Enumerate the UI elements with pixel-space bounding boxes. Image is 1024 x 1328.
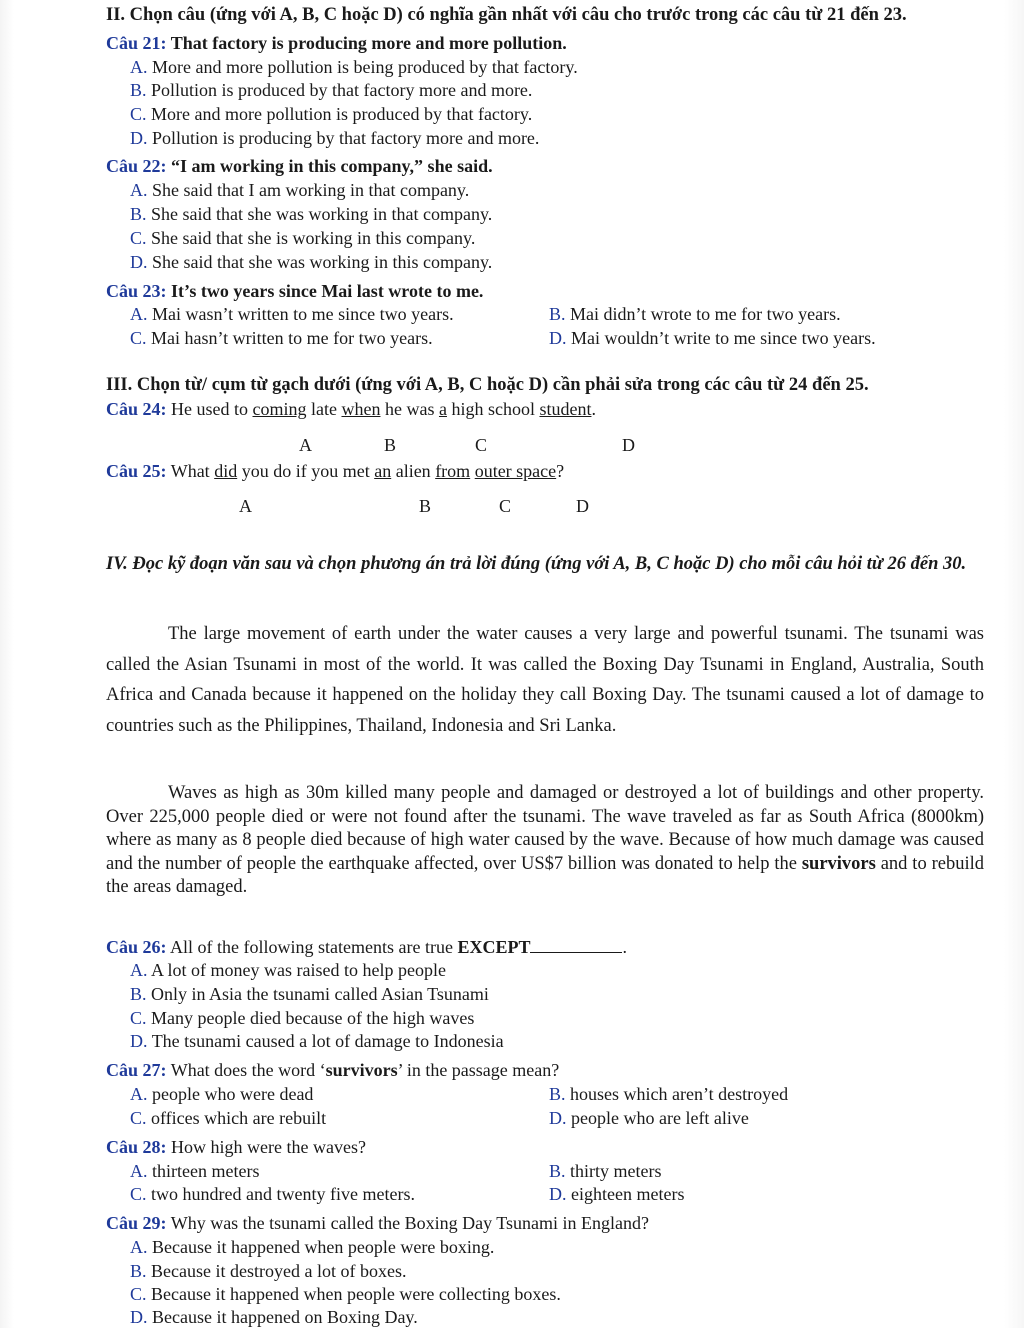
underlined-part-c: a xyxy=(438,399,447,419)
option-21-c xyxy=(130,103,532,125)
option-letter: C. xyxy=(130,1284,147,1304)
question-stem-end: . xyxy=(622,937,627,957)
underlined-part-d: student xyxy=(539,399,592,419)
question-label: Câu 28: xyxy=(106,1137,167,1157)
marker-d: D xyxy=(576,496,589,516)
option-letter: B. xyxy=(549,1161,566,1181)
option-text: A lot of money was raised to help people xyxy=(151,960,446,980)
question-label: Câu 29: xyxy=(106,1213,167,1233)
option-text: eighteen meters xyxy=(571,1184,685,1204)
sentence-part: He used to xyxy=(171,399,253,419)
option-27-a xyxy=(130,1083,313,1105)
question-label: Câu 27: xyxy=(106,1060,167,1080)
option-letter: D. xyxy=(130,128,148,148)
question-21 xyxy=(106,32,567,54)
option-letter: A. xyxy=(130,1161,148,1181)
marker-a: A xyxy=(239,496,252,516)
option-text: Because it happened when people were boxing. xyxy=(152,1237,495,1257)
option-22-c xyxy=(130,227,475,249)
option-letter: C. xyxy=(130,1184,147,1204)
marker-b: B xyxy=(384,435,397,455)
option-21-b xyxy=(130,79,532,101)
passage-text: and to rebuild the areas damaged. xyxy=(106,853,984,897)
sentence-part: you do if you met xyxy=(237,461,375,481)
underlined-part-d: outer space xyxy=(474,461,557,481)
option-letter: D. xyxy=(549,328,567,348)
option-text: Because it happened on Boxing Day. xyxy=(152,1307,418,1327)
option-letter: D. xyxy=(549,1184,567,1204)
sentence-part: What xyxy=(170,461,215,481)
sentence-part: alien xyxy=(391,461,436,481)
option-text: Because it happened when people were collecting boxes. xyxy=(151,1284,561,1304)
marker-d: D xyxy=(622,435,635,455)
option-text: She said that I am working in that company. xyxy=(152,180,470,200)
question-22 xyxy=(106,155,493,177)
question-stem: It’s two years since Mai last wrote to me. xyxy=(171,281,484,301)
question-stem-emphasis: EXCEPT xyxy=(457,937,531,957)
section-4-heading: IV. Đọc kỹ đoạn văn sau và chọn phương án trả lời đúng (ứng với A, B, C hoặc D) cho mỗi câu hỏi từ 26 đến 30. xyxy=(106,554,967,574)
option-text: She said that she was working in this company. xyxy=(152,252,493,272)
option-21-a xyxy=(130,56,578,78)
option-23-b xyxy=(549,303,841,325)
sentence-part: high school xyxy=(446,399,540,419)
option-text: Many people died because of the high waves xyxy=(151,1008,475,1028)
option-letter: C. xyxy=(130,1008,147,1028)
option-letter: B. xyxy=(549,304,566,324)
question-stem: What does the word ‘ xyxy=(170,1060,326,1080)
answer-blank xyxy=(530,938,622,953)
option-26-b xyxy=(130,983,489,1005)
option-text: More and more pollution is being produced by that factory. xyxy=(152,57,578,77)
section-3-heading: III. Chọn từ/ cụm từ gạch dưới (ứng với A, B, C hoặc D) cần phải sửa trong các câu từ 24 đến 25. xyxy=(106,375,869,395)
question-label: Câu 26: xyxy=(106,937,167,957)
underlined-part-b: an xyxy=(374,461,392,481)
option-letter: D. xyxy=(130,252,148,272)
underlined-part-c: from xyxy=(435,461,471,481)
option-letter: A. xyxy=(130,304,148,324)
underlined-part-b: when xyxy=(341,399,381,419)
option-letter: B. xyxy=(130,1261,147,1281)
question-label: Câu 22: xyxy=(106,156,167,176)
option-22-b xyxy=(130,203,492,225)
question-stem: How high were the waves? xyxy=(171,1137,366,1157)
option-23-a xyxy=(130,303,454,325)
option-text: Only in Asia the tsunami called Asian Tsunami xyxy=(151,984,489,1004)
option-29-c xyxy=(130,1283,561,1305)
option-text: offices which are rebuilt xyxy=(151,1108,327,1128)
option-29-a xyxy=(130,1236,494,1258)
option-28-c xyxy=(130,1183,415,1205)
option-26-d xyxy=(130,1030,504,1052)
option-23-c xyxy=(130,327,433,349)
passage-paragraph-1: The large movement of earth under the water causes a very large and powerful tsunami. The tsunami was called the Asian Tsunami in most of the world. It was called the Boxing Day Tsunami in England, Australia, South Africa and Canada because it happened on the holiday they call Boxing Day. The tsunami caused a lot of damage to countries such as the Philippines, Thailand, Indonesia and Sri Lanka. xyxy=(106,624,984,736)
option-text: Pollution is producing by that factory more and more. xyxy=(152,128,540,148)
option-text: houses which aren’t destroyed xyxy=(570,1084,789,1104)
option-letter: B. xyxy=(130,80,147,100)
question-label: Câu 24: xyxy=(106,399,167,419)
marker-a: A xyxy=(299,435,312,455)
question-stem-end: ’ in the passage mean? xyxy=(397,1060,560,1080)
marker-b: B xyxy=(419,496,432,516)
option-letter: C. xyxy=(130,1108,147,1128)
option-26-c xyxy=(130,1007,474,1029)
option-text: Mai didn’t wrote to me for two years. xyxy=(570,304,841,324)
option-letter: C. xyxy=(130,328,147,348)
option-29-b xyxy=(130,1260,406,1282)
option-26-a xyxy=(130,959,446,981)
option-text: She said that she is working in this company. xyxy=(151,228,476,248)
question-24 xyxy=(106,398,596,420)
underlined-part-a: did xyxy=(214,461,238,481)
marker-c: C xyxy=(499,496,512,516)
option-text: Mai hasn’t written to me for two years. xyxy=(151,328,433,348)
passage-paragraph-2 xyxy=(106,782,984,900)
option-text: two hundred and twenty five meters. xyxy=(151,1184,415,1204)
option-letter: A. xyxy=(130,57,148,77)
sentence-part: ? xyxy=(556,461,565,481)
option-28-a xyxy=(130,1160,259,1182)
question-stem: All of the following statements are true xyxy=(170,937,458,957)
marker-c: C xyxy=(475,435,488,455)
option-text: thirteen meters xyxy=(152,1161,260,1181)
question-28 xyxy=(106,1136,366,1158)
sentence-part: late xyxy=(306,399,342,419)
option-text: More and more pollution is produced by that factory. xyxy=(151,104,533,124)
option-text: She said that she was working in that company. xyxy=(151,204,493,224)
question-27 xyxy=(106,1059,559,1081)
question-label: Câu 25: xyxy=(106,461,167,481)
question-29 xyxy=(106,1212,649,1234)
question-stem: That factory is producing more and more pollution. xyxy=(170,33,567,53)
passage-text: Waves as high as 30m killed many people and damaged or destroyed a lot of buildings and other property. Over 225,000 people died or were not found after the tsunami. The wave traveled as far as South Africa (8000km) where as many as 8 people died because of high water caused by the wave. Because of how much damage was caused and the number of people the earthquake affected, over US$7 billion was donated to help the xyxy=(106,783,984,874)
option-letter: C. xyxy=(130,104,147,124)
keyword-survivors: survivors xyxy=(801,853,876,874)
option-letter: B. xyxy=(130,204,147,224)
option-28-d xyxy=(549,1183,684,1205)
question-label: Câu 21: xyxy=(106,33,167,53)
option-22-d xyxy=(130,251,492,273)
option-22-a xyxy=(130,179,469,201)
question-25 xyxy=(106,460,564,482)
option-letter: B. xyxy=(130,984,147,1004)
question-stem: Why was the tsunami called the Boxing Day Tsunami in England? xyxy=(170,1213,650,1233)
option-23-d xyxy=(549,327,876,349)
question-stem: “I am working in this company,” she said. xyxy=(171,156,493,176)
option-text: Mai wouldn’t write to me since two years. xyxy=(571,328,876,348)
option-text: thirty meters xyxy=(570,1161,662,1181)
option-21-d xyxy=(130,127,539,149)
sentence-part: . xyxy=(591,399,596,419)
option-27-b xyxy=(549,1083,788,1105)
option-text: people who are left alive xyxy=(571,1108,749,1128)
option-letter: D. xyxy=(130,1307,148,1327)
question-stem-emphasis: survivors xyxy=(325,1060,398,1080)
option-27-d xyxy=(549,1107,749,1129)
option-text: Pollution is produced by that factory more and more. xyxy=(151,80,533,100)
question-26 xyxy=(106,936,627,958)
option-letter: A. xyxy=(130,180,148,200)
sentence-part: he was xyxy=(380,399,439,419)
option-letter: A. xyxy=(130,1084,148,1104)
option-letter: A. xyxy=(130,960,148,980)
option-28-b xyxy=(549,1160,662,1182)
option-text: Mai wasn’t written to me since two years. xyxy=(152,304,454,324)
section-2-heading: II. Chọn câu (ứng với A, B, C hoặc D) có nghĩa gần nhất với câu cho trước trong các câu từ 21 đến 23. xyxy=(106,5,907,25)
option-text: The tsunami caused a lot of damage to Indonesia xyxy=(151,1031,504,1051)
option-27-c xyxy=(130,1107,326,1129)
option-letter: D. xyxy=(130,1031,148,1051)
option-text: Because it destroyed a lot of boxes. xyxy=(151,1261,407,1281)
underlined-part-a: coming xyxy=(252,399,307,419)
option-letter: B. xyxy=(549,1084,566,1104)
option-29-d xyxy=(130,1306,418,1328)
option-letter: A. xyxy=(130,1237,148,1257)
question-23 xyxy=(106,280,483,302)
option-letter: D. xyxy=(549,1108,567,1128)
option-letter: C. xyxy=(130,228,147,248)
question-label: Câu 23: xyxy=(106,281,167,301)
option-text: people who were dead xyxy=(152,1084,314,1104)
